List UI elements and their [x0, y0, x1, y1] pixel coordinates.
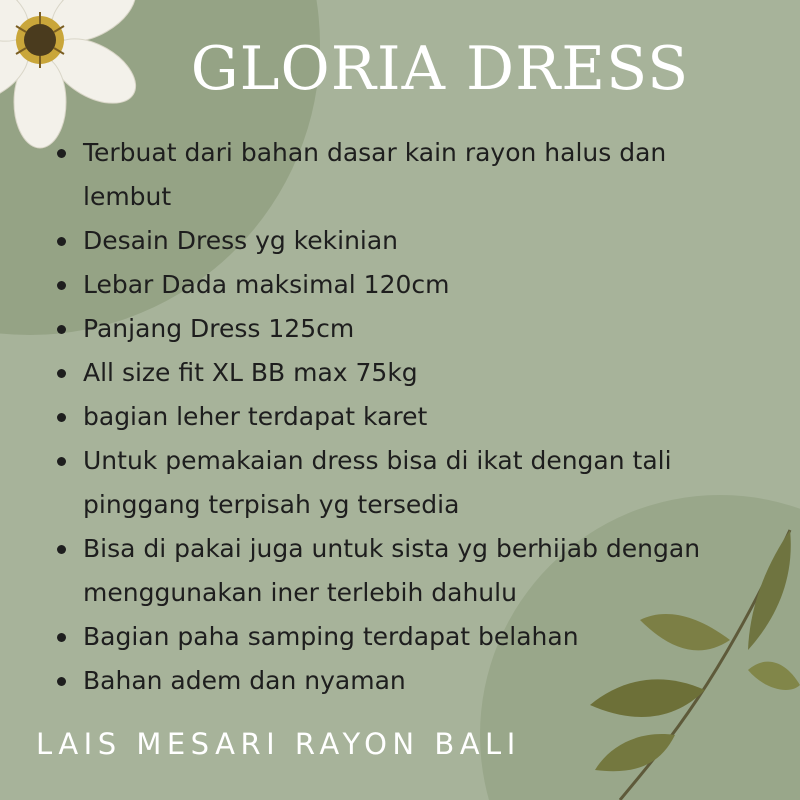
list-item: All size fit XL BB max 75kg	[50, 351, 750, 395]
list-item: Panjang Dress 125cm	[50, 307, 750, 351]
list-item: Lebar Dada maksimal 120cm	[50, 263, 750, 307]
feature-list	[50, 131, 750, 703]
list-item: Terbuat dari bahan dasar kain rayon halus dan lembut	[50, 131, 750, 219]
list-item: Bisa di pakai juga untuk sista yg berhijab dengan menggunakan iner terlebih dahulu	[50, 527, 750, 615]
list-item: Bagian paha samping terdapat belahan	[50, 615, 750, 659]
list-item: Bahan adem dan nyaman	[50, 659, 750, 703]
brand-footer: LAIS MESARI RAYON BALI	[36, 727, 521, 761]
list-item: Desain Dress yg kekinian	[50, 219, 750, 263]
product-title: GLORIA DRESS	[190, 34, 690, 104]
list-item: bagian leher terdapat karet	[50, 395, 750, 439]
list-item: Untuk pemakaian dress bisa di ikat dengan tali pinggang terpisah yg tersedia	[50, 439, 750, 527]
